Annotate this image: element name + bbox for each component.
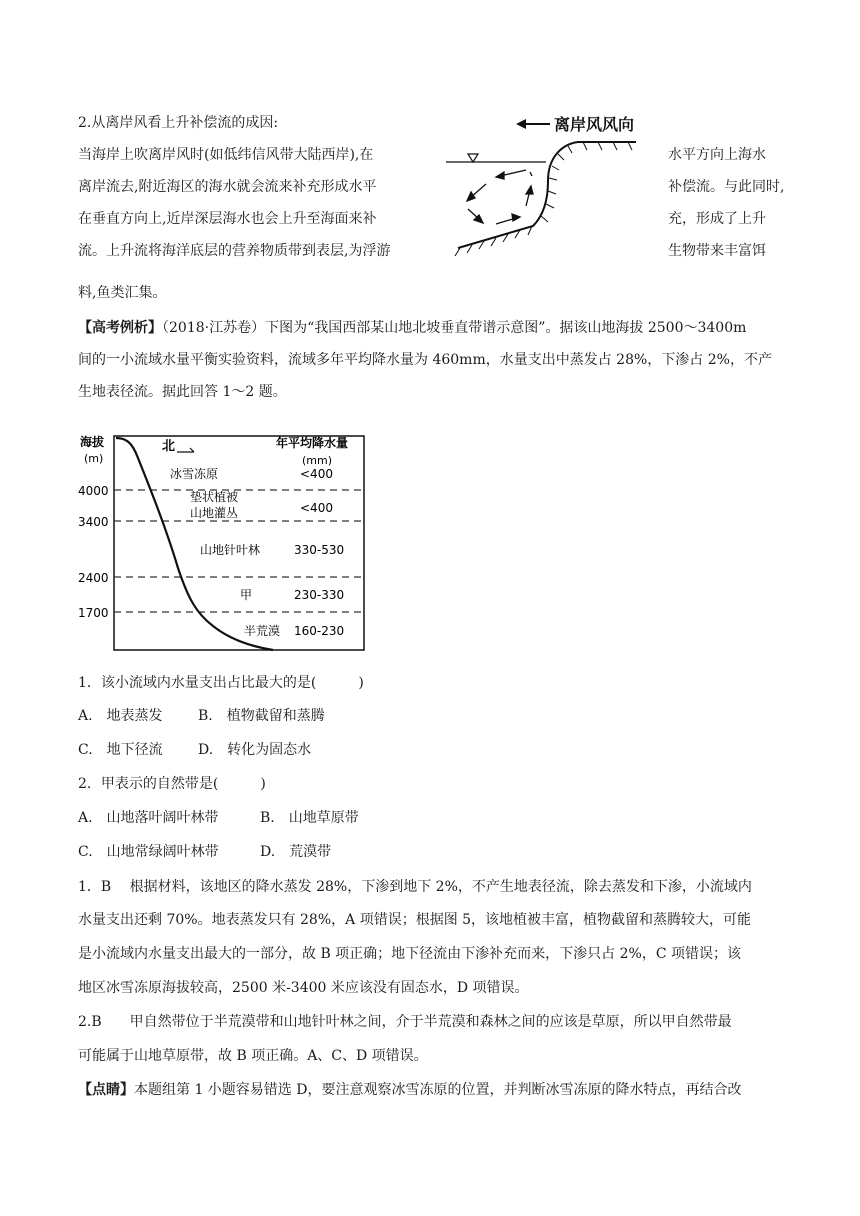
y-axis-unit: (m) — [84, 452, 104, 465]
option: D. 荒漠带 — [260, 844, 332, 860]
zone-name: 垫状植被 — [190, 490, 239, 504]
answer-line: 可能属于山地草原带，故 B 项正确。A、C、D 项错误。 — [78, 1048, 428, 1064]
paragraph-line: 补偿流。与此同时, — [668, 179, 785, 195]
wind-label: 离岸风风向 — [554, 115, 635, 134]
upwelling-diagram — [438, 106, 658, 256]
paragraph-line: 当海岸上吹离岸风时(如低纬信风带大陆西岸),在 — [78, 147, 374, 163]
option: D. 转化为固态水 — [198, 742, 312, 758]
altitude-tick: 2400 — [78, 571, 109, 585]
zone-precip: <400 — [300, 467, 333, 481]
paragraph-line: 离岸流去,附近海区的海水就会流来补充形成水平 — [78, 179, 377, 195]
exam-intro-line — [78, 318, 746, 338]
y-axis-label: 海拔 — [80, 435, 105, 449]
option: A. 山地落叶阔叶林带 — [78, 810, 219, 826]
question-stem: 2．甲表示的自然带是( ) — [78, 776, 266, 792]
zone-precip: <400 — [300, 501, 333, 515]
exam-tag: 【高考例析】 — [78, 320, 162, 336]
option: B. 植物截留和蒸腾 — [198, 708, 325, 724]
zone-precip: 160-230 — [294, 624, 345, 638]
exam-intro-line: 间的一小流域水量平衡实验资料，流域多年平均降水量为 460mm，水量支出中蒸发占 28%，下渗占 2%，不产 — [78, 352, 772, 368]
note-text: 本题组第 1 小题容易错选 D，要注意观察冰雪冻原的位置，并判断冰雪冻原的降水特点，再结合改 — [134, 1082, 742, 1098]
option: C. 山地常绿阔叶林带 — [78, 844, 219, 860]
zone-precip: 230-330 — [294, 588, 345, 602]
wind-arrow-head — [516, 119, 526, 129]
zone-name: 山地灌丛 — [190, 506, 239, 520]
paragraph-line: 水平方向上海水 — [668, 147, 766, 163]
option: A. 地表蒸发 — [78, 708, 163, 724]
exam-intro-line: 生地表径流。据此回答 1～2 题。 — [78, 384, 287, 400]
altitude-tick: 3400 — [78, 515, 109, 529]
circulation-arrows — [467, 170, 533, 224]
option: C. 地下径流 — [78, 742, 163, 758]
north-label: 北 — [162, 439, 176, 454]
answer-line: 2.B 甲自然带位于半荒漠带和山地针叶林之间，介于半荒漠和森林之间的应该是草原，所以甲自然带最 — [78, 1014, 732, 1030]
vertical-zonation-diagram — [78, 428, 378, 658]
zone-name: 山地针叶林 — [200, 543, 261, 557]
zone-name: 半荒漠 — [244, 624, 281, 638]
coastline — [458, 142, 636, 248]
answer-line: 地区冰雪冻原海拔较高，2500 米-3400 米应该没有固态水，D 项错误。 — [78, 980, 529, 996]
paragraph-line: 流。上升流将海洋底层的营养物质带到表层,为浮游 — [78, 243, 391, 259]
section-heading: 2.从离岸风看上升补偿流的成因: — [78, 115, 279, 131]
altitude-tick: 4000 — [78, 484, 109, 498]
zone-precip: 330-530 — [294, 543, 345, 557]
paragraph-line: 料,鱼类汇集。 — [78, 285, 167, 301]
answer-line: 水量支出还剩 70%。地表蒸发只有 28%，A 项错误；根据图 5，该地植被丰富，植物截留和蒸腾较大，可能 — [78, 912, 752, 928]
water-level-symbol — [468, 154, 478, 162]
zone-name: 冰雪冻原 — [170, 467, 219, 481]
paragraph-line: 在垂直方向上,近岸深层海水也会上升至海面来补 — [78, 211, 377, 227]
precip-header: 年平均降水量 — [276, 436, 349, 450]
coast-hatching — [455, 142, 632, 256]
option: B. 山地草原带 — [260, 810, 359, 826]
altitude-tick: 1700 — [78, 606, 109, 620]
note-tag: 【点睛】 — [78, 1082, 134, 1098]
answer-line: 是小流域内水量支出最大的一部分，故 B 项正确；地下径流由下渗补充而来，下渗只占 2%，C 项错误；该 — [78, 946, 742, 962]
answer-line: 1．B 根据材料，该地区的降水蒸发 28%，下渗到地下 2%，不产生地表径流，除去蒸发和下渗，小流域内 — [78, 879, 752, 895]
zone-name: 甲 — [240, 588, 253, 602]
precip-unit: (mm) — [302, 454, 333, 467]
exam-intro-text: （2018·江苏卷）下图为“我国西部某山地北坡垂直带谱示意图”。据该山地海拔 2500～3400m — [162, 320, 747, 336]
question-stem: 1．该小流域内水量支出占比最大的是( ) — [78, 675, 364, 691]
note-line — [78, 1080, 741, 1100]
paragraph-line: 充，形成了上升 — [668, 211, 766, 227]
paragraph-line: 生物带来丰富饵 — [668, 243, 766, 259]
